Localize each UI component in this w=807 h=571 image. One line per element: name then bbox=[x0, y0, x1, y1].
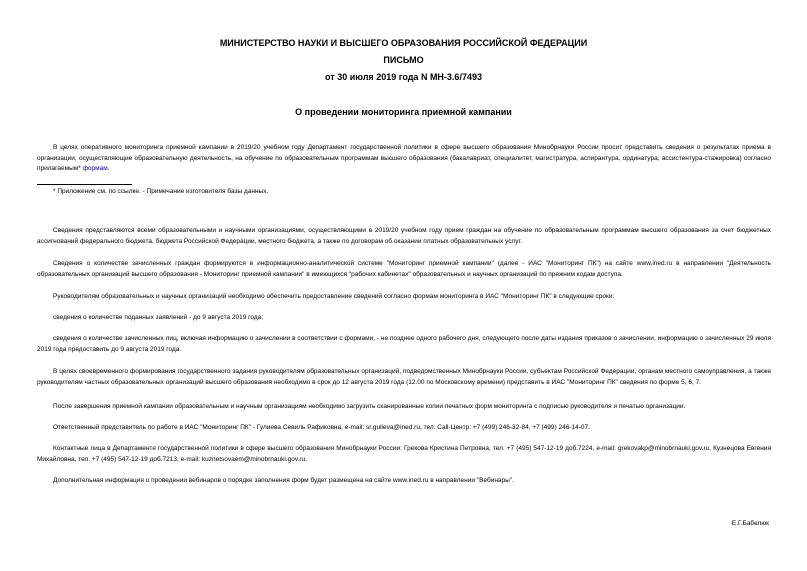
paragraph-11: Дополнительная информация о проведении вебинаров о порядке заполнения форм будет размещена на сайте www.ined.ru в направлении "Вебинары". bbox=[53, 477, 514, 484]
doc-date-heading: от 30 июля 2019 года N МН-3.6/7493 bbox=[325, 72, 482, 82]
paragraph-4: Руководителям образовательных и научных организаций необходимо обеспечить предоставление сведений согласно формам мониторинга в ИАС "Мониторинг ПК" в следующие сроки: bbox=[53, 293, 615, 300]
paragraph-1-text: В целях оперативного мониторинга приемной кампании в 2019/20 учебном году Департамент государственной политики в сфере высшего образования Минобрнауки России просит представить сведения о результатах приема в организации, осуществляющие образовательную деятельность, на обучение по образовательным программам высшего образования (бакалавриат, специалитет, магистратура, аспирантура, ординатура, ассистентура-стажировка) согласно прилагаемым* bbox=[37, 144, 771, 172]
footnote: * Приложение см. по ссылке. - Примечание изготовителя базы данных. bbox=[53, 188, 269, 195]
doc-type-heading: ПИСЬМО bbox=[383, 55, 424, 65]
paragraph-5: сведения о количестве поданных заявлений - до 9 августа 2019 года; bbox=[53, 314, 264, 321]
doc-subject-heading: О проведении мониторинга приемной кампании bbox=[295, 107, 512, 117]
paragraph-7: В целях своевременного формирования государственного задания руководителям образовательных организаций, подведомственных Минобрнауки России, субъектам Российской Федерации, органам местного самоуправления, а также руководителям частных образовательных организаций высшего образования необходимо в срок до 12 августа 2019 года (12.00 по Московскому времени) представить в ИАС "Мониторинг ПК" сведения по форме 5, 6, 7. bbox=[37, 368, 771, 386]
forms-link[interactable]: формам bbox=[82, 165, 108, 172]
paragraph-3: Сведения о количестве зачисленных граждан формируются в информационно-аналитической системе "Мониторинг приемной кампании" (далее - ИАС "Мониторинг ПК") на сайте www.ined.ru в направлении "Деятельность образовательных организаций высшего образования - Мониторинг приемной кампании" в имеющихся "рабочих кабинетах" образовательных и научных организаций по прежним кодам доступа. bbox=[37, 260, 771, 278]
paragraph-6: сведения о количестве зачисленных лиц, включая информацию о зачислении в соответствии с формами, - не позднее одного рабочего дня, следующего после даты издания приказов о зачислении, информацию о зачисленных 29 июля 2019 года предоставить до 9 августа 2019 года. bbox=[37, 335, 771, 353]
paragraph-1 bbox=[37, 143, 771, 175]
paragraph-8: После завершения приемной кампании образовательным и научным организациям необходимо загрузить сканированные копии печатных форм мониторинга с подписью руководителя и печатью организации. bbox=[53, 403, 686, 410]
paragraph-1-end: . bbox=[107, 165, 110, 172]
signature: Е.Г.Бабелюк bbox=[731, 520, 769, 527]
footnote-divider bbox=[37, 184, 132, 185]
paragraph-9: Ответственный представитель по работе в ИАС "Мониторинг ПК" - Гулиева Севиль Рафиковна, e-mail: sr.gulieva@ined.ru, тел. Call-Центр: +7 (499) 246-32-84, +7 (499) 246-14-07. bbox=[53, 424, 590, 431]
ministry-heading: МИНИСТЕРСТВО НАУКИ И ВЫСШЕГО ОБРАЗОВАНИЯ РОССИЙСКОЙ ФЕДЕРАЦИИ bbox=[219, 38, 588, 48]
paragraph-10: Контактные лица в Департаменте государственной политики в сфере высшего образования Минобрнауки России: Грекова Кристина Петровна, тел. +7 (495) 547-12-19 доб.7224, e-mail: grekovakp@minobrnauki.gov.ru, Кузнецова Евгения Михайловна, тел. +7 (495) 547-12-19 доб.7213, e-mail: kuznetsovaem@minobrnauki.gov.ru. bbox=[37, 445, 771, 463]
paragraph-2: Сведения представляются всеми образовательными и научными организациями, осуществляющими в 2019/20 учебном году прием граждан на обучение по образовательным программам высшего образования за счет бюджетных ассигнований федерального бюджета, бюджета Российской Федерации, местного бюджета, а также по договорам об оказании платных образовательных услуг. bbox=[37, 227, 771, 245]
